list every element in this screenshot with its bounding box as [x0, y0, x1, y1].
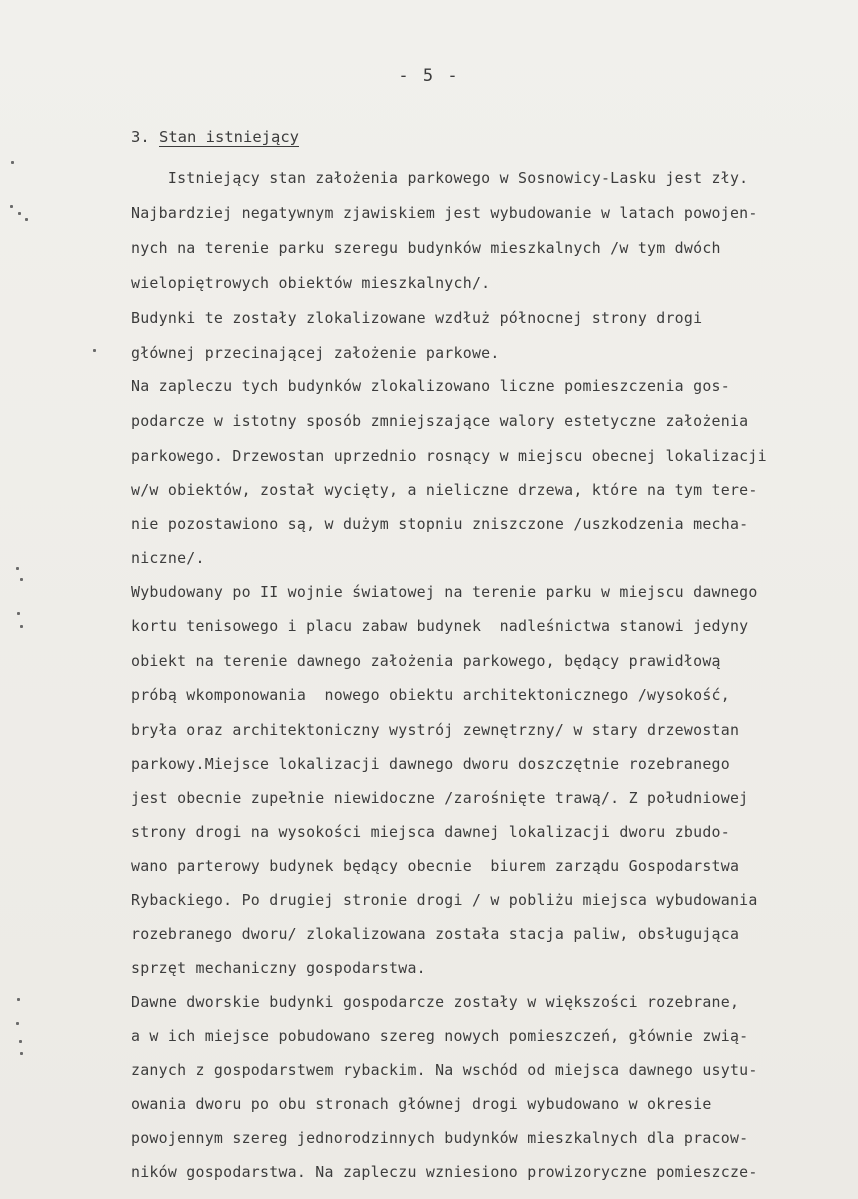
- section-number: 3.: [131, 128, 150, 146]
- text-line: podarcze w istotny sposób zmniejszające walory estetyczne założenia: [131, 412, 749, 430]
- margin-mark: [93, 349, 96, 352]
- text-line: strony drogi na wysokości miejsca dawnej lokalizacji dworu zbudo-: [131, 823, 730, 841]
- text-line: zanych z gospodarstwem rybackim. Na wschód od miejsca dawnego usytu-: [131, 1061, 758, 1079]
- text-line: Istniejący stan założenia parkowego w Sosnowicy-Lasku jest zły.: [131, 169, 749, 187]
- text-line: Budynki te zostały zlokalizowane wzdłuż północnej strony drogi: [131, 309, 703, 327]
- margin-mark: [17, 998, 20, 1001]
- text-line: Na zapleczu tych budynków zlokalizowano liczne pomieszczenia gos-: [131, 377, 730, 395]
- text-line: powojennym szereg jednorodzinnych budynków mieszkalnych dla pracow-: [131, 1129, 749, 1147]
- page-number: - 5 -: [398, 66, 460, 86]
- margin-mark: [17, 612, 20, 615]
- margin-mark: [20, 1052, 23, 1055]
- margin-mark: [20, 578, 23, 581]
- section-heading: [131, 128, 299, 146]
- margin-mark: [20, 625, 23, 628]
- margin-mark: [10, 205, 13, 208]
- text-line: nie pozostawiono są, w dużym stopniu zniszczone /uszkodzenia mecha-: [131, 515, 749, 533]
- text-line: ników gospodarstwa. Na zapleczu wzniesiono prowizoryczne pomieszcze-: [131, 1163, 758, 1181]
- text-line: owania dworu po obu stronach głównej drogi wybudowano w okresie: [131, 1095, 712, 1113]
- text-line: kortu tenisowego i placu zabaw budynek nadleśnictwa stanowi jedyny: [131, 617, 749, 635]
- text-line: próbą wkomponowania nowego obiektu architektonicznego /wysokość,: [131, 686, 730, 704]
- text-line: rozebranego dworu/ zlokalizowana została stacja paliw, obsługująca: [131, 925, 740, 943]
- text-line: wano parterowy budynek będący obecnie biurem zarządu Gospodarstwa: [131, 857, 740, 875]
- text-line: niczne/.: [131, 549, 205, 567]
- margin-mark: [25, 218, 28, 221]
- text-line: Rybackiego. Po drugiej stronie drogi / w pobliżu miejsca wybudowania: [131, 891, 758, 909]
- text-line: w/w obiektów, został wycięty, a nieliczne drzewa, które na tym tere-: [131, 481, 758, 499]
- text-line: wielopiętrowych obiektów mieszkalnych/.: [131, 274, 491, 292]
- text-line: bryła oraz architektoniczny wystrój zewnętrzny/ w stary drzewostan: [131, 721, 740, 739]
- text-line: parkowy.Miejsce lokalizacji dawnego dworu doszczętnie rozebranego: [131, 755, 730, 773]
- margin-mark: [11, 161, 14, 164]
- text-line: Najbardziej negatywnym zjawiskiem jest wybudowanie w latach powojen-: [131, 204, 758, 222]
- text-line: obiekt na terenie dawnego założenia parkowego, będący prawidłową: [131, 652, 721, 670]
- margin-mark: [18, 212, 21, 215]
- text-line: sprzęt mechaniczny gospodarstwa.: [131, 959, 426, 977]
- text-line: parkowego. Drzewostan uprzednio rosnący w miejscu obecnej lokalizacji: [131, 447, 767, 465]
- section-title: Stan istniejący: [159, 128, 299, 146]
- text-line: nych na terenie parku szeregu budynków mieszkalnych /w tym dwóch: [131, 239, 721, 257]
- text-line: jest obecnie zupełnie niewidoczne /zarośnięte trawą/. Z południowej: [131, 789, 749, 807]
- margin-punch-marks: [0, 0, 40, 1199]
- text-line: a w ich miejsce pobudowano szereg nowych pomieszczeń, głównie zwią-: [131, 1027, 749, 1045]
- margin-mark: [16, 567, 19, 570]
- text-line: Dawne dworskie budynki gospodarcze zostały w większości rozebrane,: [131, 993, 740, 1011]
- text-line: Wybudowany po II wojnie światowej na terenie parku w miejscu dawnego: [131, 583, 758, 601]
- text-line: głównej przecinającej założenie parkowe.: [131, 344, 500, 362]
- margin-mark: [16, 1022, 19, 1025]
- margin-mark: [19, 1040, 22, 1043]
